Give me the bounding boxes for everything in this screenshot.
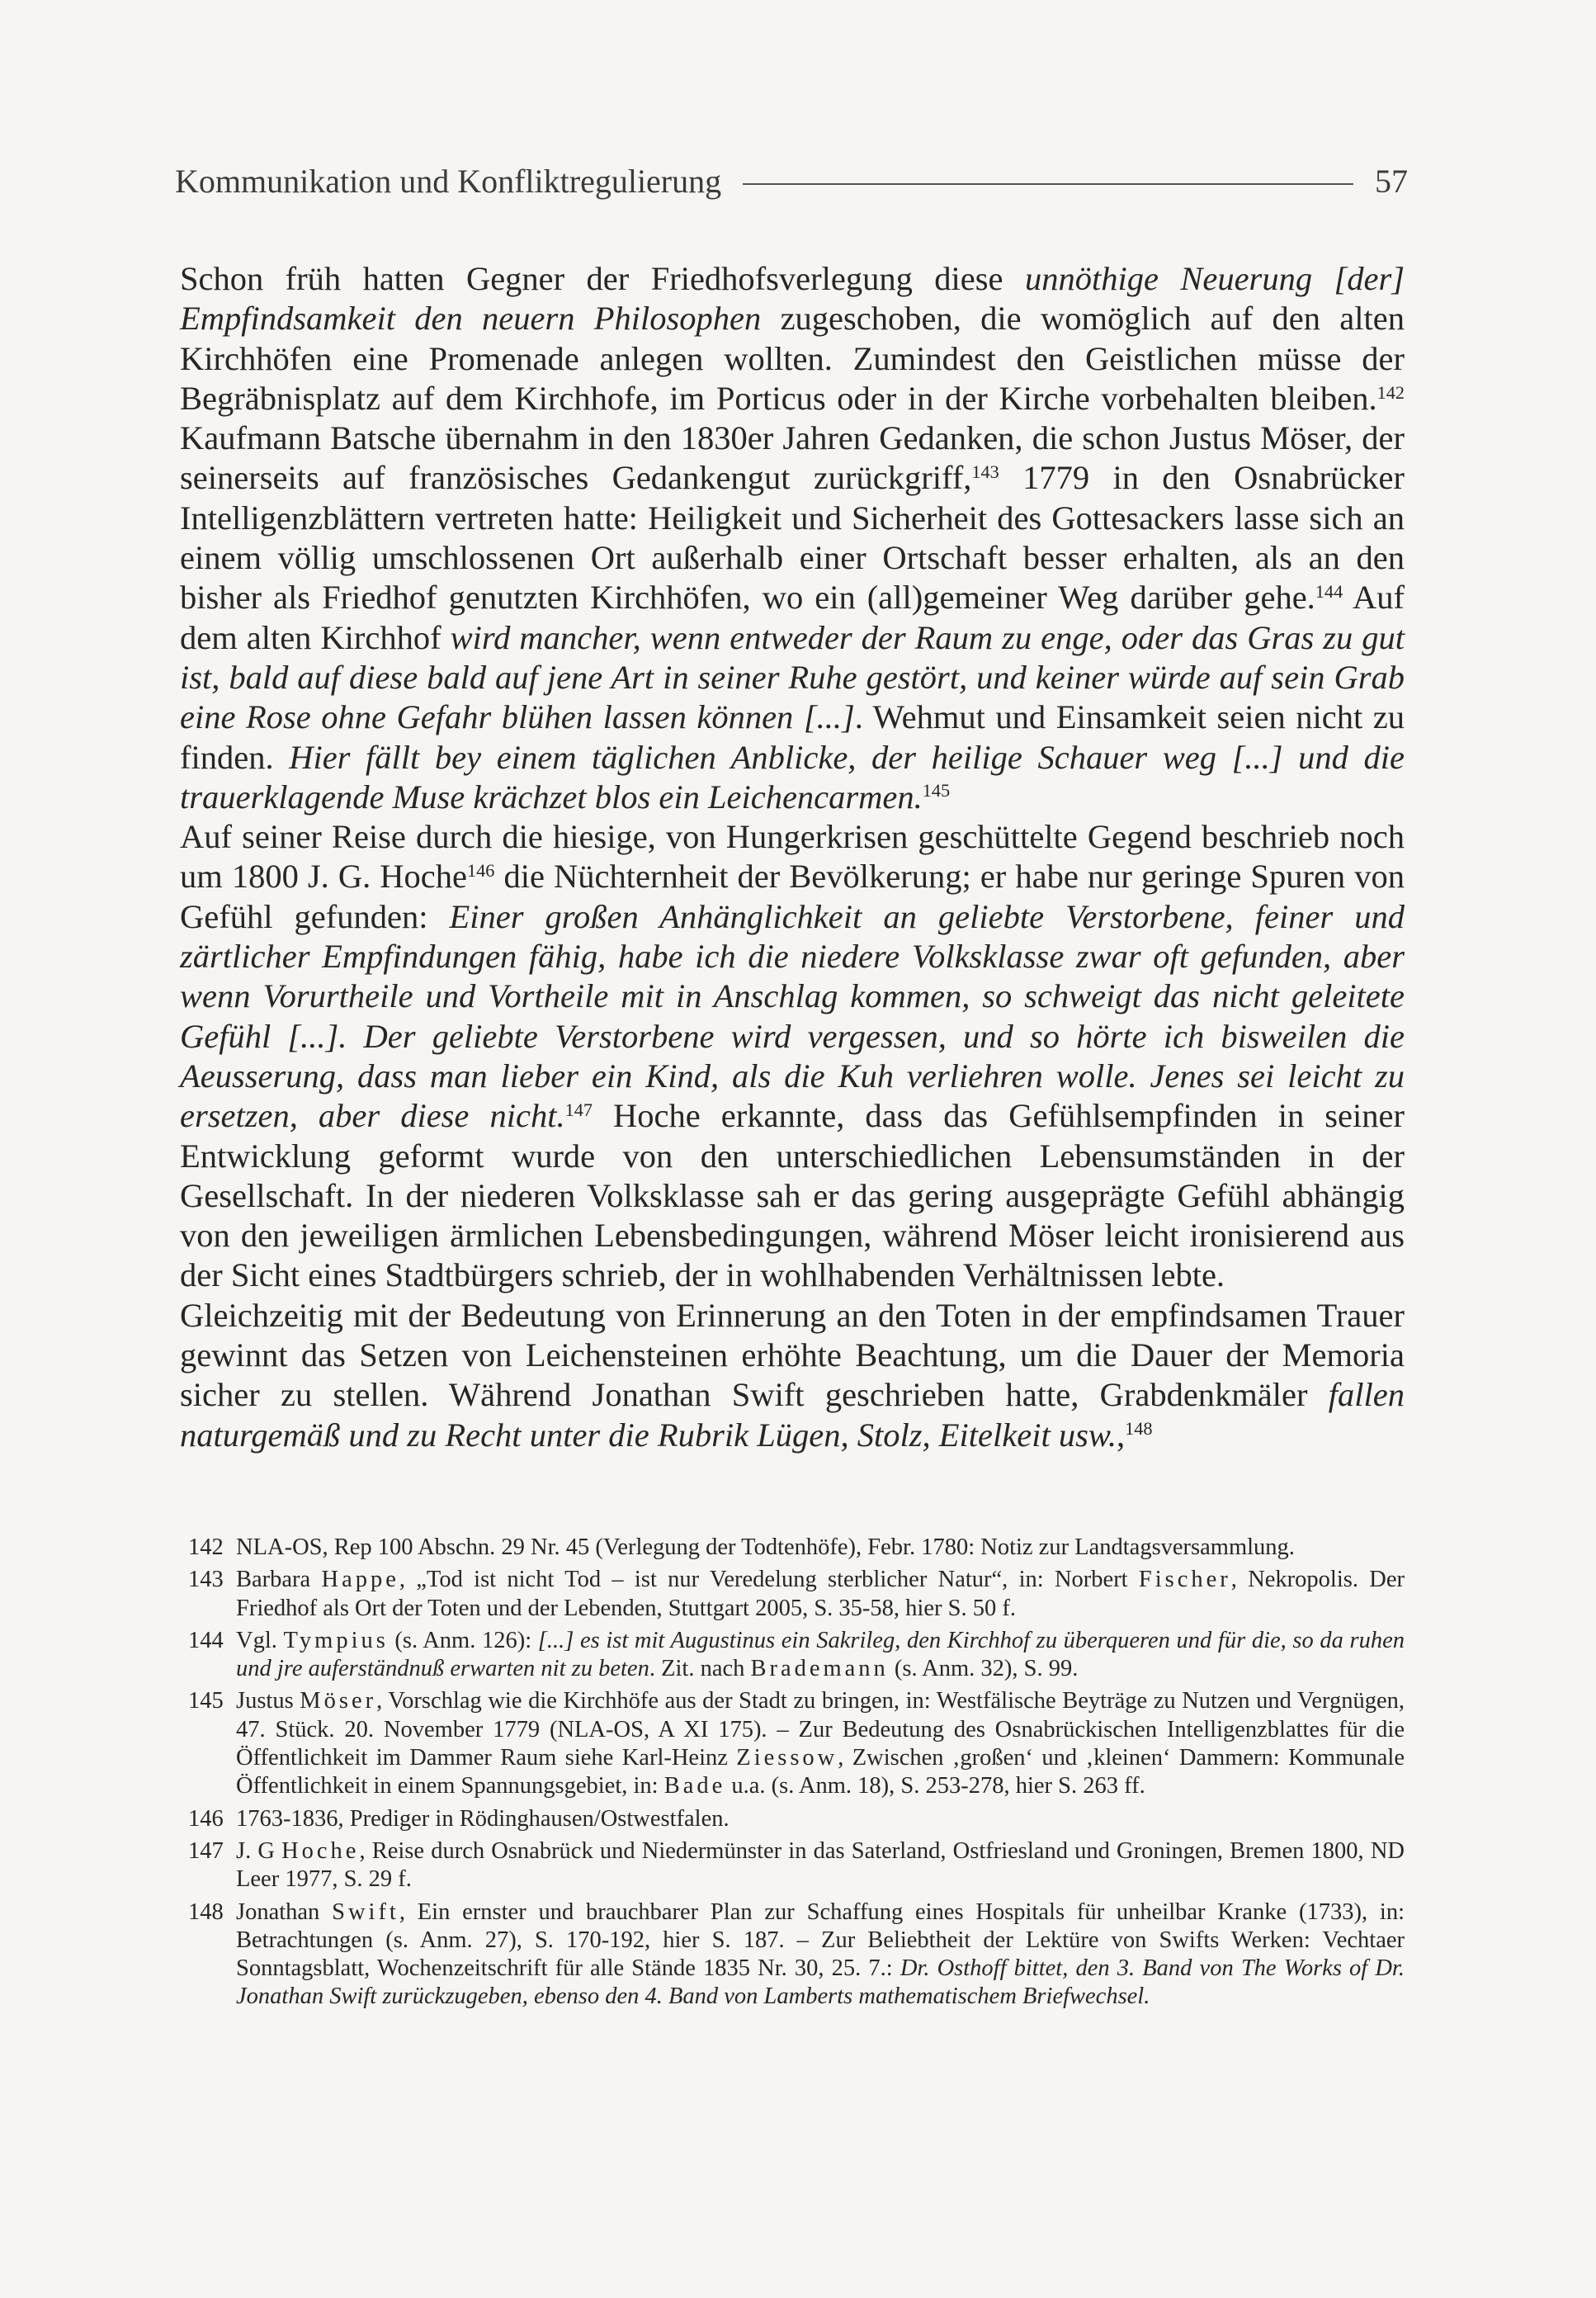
text-run: Justus — [236, 1688, 300, 1714]
footnote-text — [236, 1534, 1405, 1562]
text-run: , — [1116, 1416, 1126, 1454]
footnote-number: 145 — [188, 1688, 224, 1714]
footnote-text — [236, 1898, 1405, 2012]
text-run: (s. Anm. 32), S. 99. — [888, 1656, 1079, 1682]
footnote-ref: 148 — [1125, 1418, 1153, 1440]
running-title: Kommunikation und Konfliktregulierung — [175, 162, 722, 200]
footnote-ref: 147 — [564, 1099, 593, 1120]
footnote-text — [236, 1837, 1405, 1894]
page-number: 57 — [1375, 162, 1408, 200]
body-paragraph — [180, 259, 1405, 817]
header-rule — [743, 183, 1353, 185]
footnote-number: 146 — [188, 1805, 224, 1832]
text-run: , Zwischen ‚großen‘ und ‚kleinen‘ Dammern: Kommunale Öffentlichkeit in einem Spannungsgebiet, in: — [236, 1745, 1405, 1799]
author-name: Swift — [332, 1898, 399, 1925]
body-text — [180, 259, 1405, 1455]
text-run: Auf seiner Reise durch die hiesige, von Hungerkrisen geschüttelte Gegend beschrieb noch um 1800 J. G. Hoche — [180, 818, 1405, 896]
footnote-ref: 144 — [1315, 580, 1343, 602]
footnote-number: 148 — [188, 1898, 224, 1925]
text-run: (s. Anm. 126): — [388, 1627, 538, 1653]
text-run: die Nüchternheit der Bevölkerung; er habe nur geringe Spuren von Gefühl gefunden: — [180, 858, 1405, 935]
italic-quote: Hier fällt bey einem täglichen Anblicke, der heilige Schauer weg [...] und die trauerklagende Muse krächzet blos ein Leichencarmen. — [180, 738, 1405, 816]
text-run: , Ein ernster und brauchbarer Plan zur Schaffung eines Hospitals für unheilbar Kranke (1733), in: Betrachtungen (s. Anm. 27), S. 170-192, hier S. 187. – Zur Beliebtheit der Lektüre von Swifts Werken: Vechtaer Sonntagsblatt, Wochenzeitschrift für alle Stände 1835 Nr. 30, 25. 7.: — [236, 1898, 1405, 1982]
footnote-number: 144 — [188, 1627, 224, 1653]
footnote-number: 143 — [188, 1567, 224, 1593]
text-run: J. G — [236, 1837, 282, 1864]
footnote-number: 142 — [188, 1534, 224, 1560]
body-paragraph — [180, 1296, 1405, 1455]
text-run: NLA-OS, Rep 100 Abschn. 29 Nr. 45 (Verlegung der Todtenhöfe), Febr. 1780: Notiz zur Landtagsversammlung. — [236, 1534, 1295, 1560]
running-header — [175, 162, 1408, 200]
text-run: Gleichzeitig mit der Bedeutung von Erinnerung an den Toten in der empfindsamen Trauer gewinnt das Setzen von Leichensteinen erhöhte Beachtung, um die Dauer der Memoria sicher zu stellen. Während Jonathan Swift geschrieben hatte, Grabdenkmäler — [180, 1296, 1405, 1414]
footnote — [188, 1837, 1405, 1894]
footnote — [188, 1627, 1405, 1684]
author-name: Happe — [321, 1567, 399, 1593]
text-run: , Nekropolis. Der Friedhof als Ort der Toten und der Lebenden, Stuttgart 2005, S. 35-58, hier S. 50 f. — [236, 1567, 1405, 1621]
text-run: Barbara — [236, 1567, 322, 1593]
footnote — [188, 1566, 1405, 1623]
italic-quote: wird mancher, wenn entweder der Raum zu enge, oder das Gras zu gut ist, bald auf diese bald auf jene Art in seiner Ruhe gestört, und keiner würde auf sein Grab eine Rose ohne Gefahr blühen lassen können [...] — [180, 618, 1405, 736]
footnote-ref: 145 — [922, 780, 951, 801]
italic-quote: fallen naturgemäß und zu Recht unter die Rubrik Lügen, Stolz, Eitelkeit usw. — [180, 1376, 1405, 1454]
text-run: Hoche erkannte, dass das Gefühlsempfinden in seiner Entwicklung geformt wurde von den unterschiedlichen Lebensumständen in der Gesellschaft. In der niederen Volksklasse sah er das gering ausgeprägte Gefühl abhängig von den jeweiligen ärmlichen Lebensbedingungen, während Möser leicht ironisierend aus der Sicht eines Stadtbürgers schrieb, der in wohlhabenden Verhältnissen lebte. — [180, 1097, 1405, 1294]
author-name: Tympius — [283, 1627, 389, 1653]
author-name: Hoche — [281, 1837, 360, 1864]
footnote-ref: 142 — [1376, 381, 1405, 403]
author-name: Ziessow — [736, 1745, 838, 1771]
text-run: Schon früh hatten Gegner der Friedhofsverlegung diese — [180, 260, 1025, 297]
footnote-text — [236, 1805, 1405, 1833]
footnote-ref: 143 — [971, 461, 999, 483]
footnotes — [188, 1534, 1405, 2016]
italic-quote: Einer großen Anhänglichkeit an geliebte Verstorbene, feiner und zärtlicher Empfindungen fähig, habe ich die niedere Volksklasse zwar oft gefunden, aber wenn Vorurtheile und Vortheile mit in Anschlag kommen, so schweigt das nicht geleitete Gefühl [...]. Der geliebte Verstorbene wird vergessen, und so hörte ich bisweilen die Aeusserung, dass man lieber ein Kind, als die Kuh verliehren wolle. Jenes sei leicht zu ersetzen, aber diese nicht. — [180, 897, 1405, 1135]
text-run: 1763-1836, Prediger in Rödinghausen/Ostwestfalen. — [236, 1805, 730, 1832]
author-name: Fischer — [1138, 1567, 1231, 1593]
text-run: . Zit. nach — [649, 1656, 751, 1682]
author-name: Brademann — [750, 1656, 889, 1682]
footnote-text — [236, 1627, 1405, 1684]
text-run: , Vorschlag wie die Kirchhöfe aus der Stadt zu bringen, in: Westfälische Beyträge zu Nutzen und Vergnügen, 47. Stück. 20. November 1779 (NLA-OS, A XI 175). – Zur Bedeutung des Osnabrückischen Intelligenzblattes für die Öffentlichkeit im Dammer Raum siehe Karl-Heinz — [236, 1688, 1405, 1771]
italic-quote: unnöthige Neuerung [der] Empfindsamkeit den neuern Philosophen — [180, 260, 1405, 338]
text-run: , Reise durch Osnabrück und Niedermünster in das Saterland, Ostfriesland und Groningen, Bremen 1800, ND Leer 1977, S. 29 f. — [236, 1837, 1405, 1893]
text-run: Vgl. — [236, 1627, 284, 1653]
footnote — [188, 1805, 1405, 1833]
text-run: Auf dem alten Kirchhof — [180, 579, 1405, 656]
footnote-number: 147 — [188, 1837, 224, 1864]
author-name: Bade — [663, 1773, 726, 1799]
author-name: Möser — [300, 1688, 377, 1714]
italic-quote: Dr. Osthoff bittet, den 3. Band von The Works of Dr. Jonathan Swift zurückzugeben, ebenso den 4. Band von Lamberts mathematischem Briefwechsel. — [236, 1955, 1405, 2010]
text-run: . Wehmut und Einsamkeit seien nicht zu finden. — [180, 698, 1405, 776]
text-run: 1779 in den Osnabrücker Intelligenzblättern vertreten hatte: Heiligkeit und Sicherheit des Gottesackers lasse sich an einem völlig umschlossenen Ort außerhalb einer Ortschaft besser erhalten, als an den bisher als Friedhof genutzten Kirchhöfen, wo ein (all)gemeiner Weg darüber gehe. — [180, 459, 1405, 617]
text-run: zugeschoben, die womöglich auf den alten Kirchhöfen eine Promenade anlegen wollten. Zumindest den Geistlichen müsse der Begräbnisplatz auf dem Kirchhofe, im Porticus oder in der Kirche vorbehalten bleiben. — [180, 300, 1405, 417]
footnote-text — [236, 1687, 1405, 1800]
footnote-text — [236, 1566, 1405, 1623]
text-run: u.a. (s. Anm. 18), S. 253-278, hier S. 263 ff. — [725, 1773, 1145, 1799]
footnote — [188, 1687, 1405, 1800]
text-run: Kaufmann Batsche übernahm in den 1830er Jahren Gedanken, die schon Justus Möser, der seinerseits auf französisches Gedankengut zurückgriff, — [180, 419, 1405, 497]
text-run: Jonathan — [236, 1898, 333, 1925]
text-run: , „Tod ist nicht Tod – ist nur Veredelung sterblicher Natur“, in: Norbert — [399, 1567, 1139, 1593]
italic-quote: [...] es ist mit Augustinus ein Sakrileg, den Kirchhof zu überqueren und für die, so da ruhen und jre auferständnuß erwarten nit zu beten — [236, 1627, 1405, 1682]
footnote-ref: 146 — [467, 860, 495, 882]
footnote — [188, 1534, 1405, 1562]
body-paragraph — [180, 817, 1405, 1296]
footnote — [188, 1898, 1405, 2012]
